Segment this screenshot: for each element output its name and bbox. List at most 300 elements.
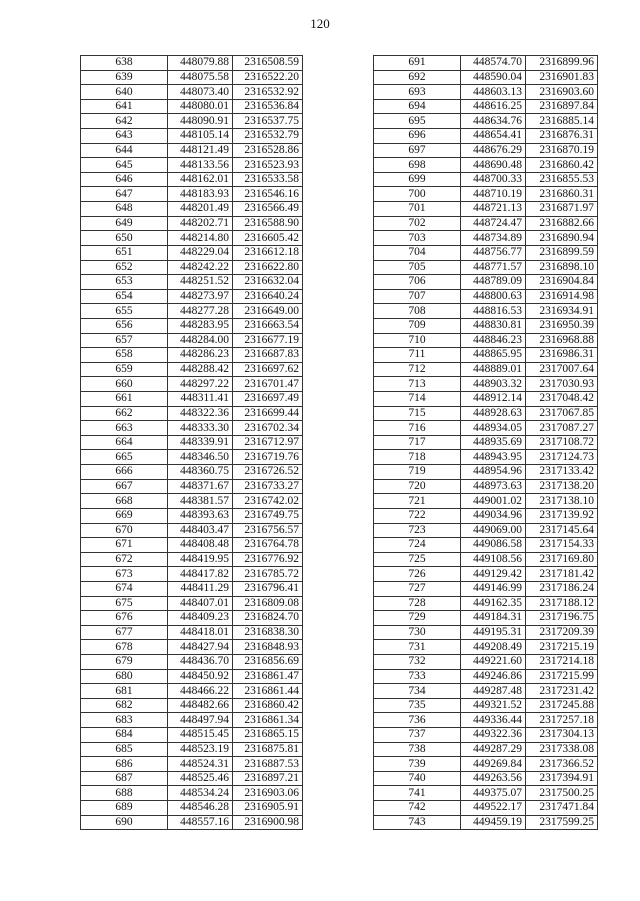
table-row (374, 56, 598, 71)
table-row (81, 567, 303, 582)
table-row (374, 494, 598, 509)
x-coordinate-cell: 449195.31 (461, 625, 526, 640)
point-number-cell: 652 (81, 260, 168, 275)
x-coordinate-cell: 448105.14 (168, 129, 233, 144)
table-row (374, 114, 598, 129)
x-coordinate-cell: 448771.57 (461, 260, 526, 275)
x-coordinate-cell: 448590.04 (461, 70, 526, 85)
x-coordinate-cell: 449522.17 (461, 801, 526, 816)
table-row (81, 435, 303, 450)
point-number-cell: 695 (374, 114, 461, 129)
x-coordinate-cell: 448288.42 (168, 362, 233, 377)
y-coordinate-cell: 2317471.84 (526, 801, 598, 816)
y-coordinate-cell: 2316533.58 (233, 172, 303, 187)
y-coordinate-cell: 2316622.80 (233, 260, 303, 275)
y-coordinate-cell: 2316865.15 (233, 728, 303, 743)
x-coordinate-cell: 448515.45 (168, 728, 233, 743)
point-number-cell: 655 (81, 304, 168, 319)
y-coordinate-cell: 2316890.94 (526, 231, 598, 246)
x-coordinate-cell: 448546.28 (168, 801, 233, 816)
y-coordinate-cell: 2316950.39 (526, 318, 598, 333)
table-row (81, 129, 303, 144)
table-row (81, 392, 303, 407)
x-coordinate-cell: 448121.49 (168, 143, 233, 158)
y-coordinate-cell: 2316875.81 (233, 742, 303, 757)
point-number-cell: 657 (81, 333, 168, 348)
table-row (374, 172, 598, 187)
point-number-cell: 734 (374, 684, 461, 699)
point-number-cell: 672 (81, 552, 168, 567)
y-coordinate-cell: 2317048.42 (526, 392, 598, 407)
table-row (374, 581, 598, 596)
x-coordinate-cell: 449322.36 (461, 728, 526, 743)
point-number-cell: 659 (81, 362, 168, 377)
table-row (81, 786, 303, 801)
table-row (374, 304, 598, 319)
y-coordinate-cell: 2316809.08 (233, 596, 303, 611)
point-number-cell: 673 (81, 567, 168, 582)
x-coordinate-cell: 448721.13 (461, 202, 526, 217)
point-number-cell: 718 (374, 450, 461, 465)
y-coordinate-cell: 2317087.27 (526, 421, 598, 436)
table-row (81, 669, 303, 684)
point-number-cell: 674 (81, 581, 168, 596)
point-number-cell: 645 (81, 158, 168, 173)
x-coordinate-cell: 448830.81 (461, 318, 526, 333)
table-row (374, 260, 598, 275)
point-number-cell: 702 (374, 216, 461, 231)
point-number-cell: 721 (374, 494, 461, 509)
point-number-cell: 681 (81, 684, 168, 699)
point-number-cell: 670 (81, 523, 168, 538)
point-number-cell: 723 (374, 523, 461, 538)
table-row (374, 479, 598, 494)
y-coordinate-cell: 2317139.92 (526, 508, 598, 523)
x-coordinate-cell: 448816.53 (461, 304, 526, 319)
table-row (81, 523, 303, 538)
y-coordinate-cell: 2316640.24 (233, 289, 303, 304)
y-coordinate-cell: 2316861.34 (233, 713, 303, 728)
y-coordinate-cell: 2317030.93 (526, 377, 598, 392)
coordinates-table-right (373, 55, 598, 830)
table-row (374, 625, 598, 640)
x-coordinate-cell: 448482.66 (168, 698, 233, 713)
x-coordinate-cell: 448162.01 (168, 172, 233, 187)
coordinates-table-left (80, 55, 303, 830)
table-row (81, 611, 303, 626)
table-row (81, 99, 303, 114)
x-coordinate-cell: 448603.13 (461, 85, 526, 100)
point-number-cell: 706 (374, 275, 461, 290)
x-coordinate-cell: 448756.77 (461, 245, 526, 260)
y-coordinate-cell: 2316697.62 (233, 362, 303, 377)
point-number-cell: 677 (81, 625, 168, 640)
point-number-cell: 688 (81, 786, 168, 801)
table-row (81, 815, 303, 830)
table-row (81, 684, 303, 699)
x-coordinate-cell: 448889.01 (461, 362, 526, 377)
y-coordinate-cell: 2317138.20 (526, 479, 598, 494)
point-number-cell: 692 (374, 70, 461, 85)
table-row (81, 275, 303, 290)
point-number-cell: 678 (81, 640, 168, 655)
y-coordinate-cell: 2316612.18 (233, 245, 303, 260)
y-coordinate-cell: 2317067.85 (526, 406, 598, 421)
y-coordinate-cell: 2316934.91 (526, 304, 598, 319)
table-row (81, 114, 303, 129)
x-coordinate-cell: 449336.44 (461, 713, 526, 728)
point-number-cell: 644 (81, 143, 168, 158)
point-number-cell: 737 (374, 728, 461, 743)
y-coordinate-cell: 2317209.39 (526, 625, 598, 640)
y-coordinate-cell: 2316756.57 (233, 523, 303, 538)
point-number-cell: 722 (374, 508, 461, 523)
table-row (81, 260, 303, 275)
y-coordinate-cell: 2316856.69 (233, 654, 303, 669)
table-row (374, 684, 598, 699)
x-coordinate-cell: 448710.19 (461, 187, 526, 202)
table-row (81, 538, 303, 553)
x-coordinate-cell: 448903.32 (461, 377, 526, 392)
y-coordinate-cell: 2316848.93 (233, 640, 303, 655)
y-coordinate-cell: 2317196.75 (526, 611, 598, 626)
point-number-cell: 639 (81, 70, 168, 85)
y-coordinate-cell: 2316776.92 (233, 552, 303, 567)
y-coordinate-cell: 2316903.06 (233, 786, 303, 801)
point-number-cell: 701 (374, 202, 461, 217)
point-number-cell: 665 (81, 450, 168, 465)
x-coordinate-cell: 448419.95 (168, 552, 233, 567)
x-coordinate-cell: 448346.50 (168, 450, 233, 465)
table-row (374, 815, 598, 830)
point-number-cell: 711 (374, 348, 461, 363)
table-row (81, 406, 303, 421)
point-number-cell: 740 (374, 771, 461, 786)
x-coordinate-cell: 448273.97 (168, 289, 233, 304)
point-number-cell: 736 (374, 713, 461, 728)
x-coordinate-cell: 449086.58 (461, 538, 526, 553)
x-coordinate-cell: 449375.07 (461, 786, 526, 801)
table-row (81, 654, 303, 669)
point-number-cell: 680 (81, 669, 168, 684)
x-coordinate-cell: 448690.48 (461, 158, 526, 173)
table-row (374, 85, 598, 100)
x-coordinate-cell: 449208.49 (461, 640, 526, 655)
y-coordinate-cell: 2316885.14 (526, 114, 598, 129)
point-number-cell: 654 (81, 289, 168, 304)
x-coordinate-cell: 448943.95 (461, 450, 526, 465)
y-coordinate-cell: 2316860.42 (233, 698, 303, 713)
table-row (374, 231, 598, 246)
x-coordinate-cell: 448339.91 (168, 435, 233, 450)
table-row (81, 172, 303, 187)
x-coordinate-cell: 448865.95 (461, 348, 526, 363)
table-row (374, 508, 598, 523)
y-coordinate-cell: 2316861.44 (233, 684, 303, 699)
x-coordinate-cell: 449001.02 (461, 494, 526, 509)
table-row (374, 523, 598, 538)
point-number-cell: 732 (374, 654, 461, 669)
point-number-cell: 693 (374, 85, 461, 100)
point-number-cell: 666 (81, 465, 168, 480)
y-coordinate-cell: 2317188.12 (526, 596, 598, 611)
point-number-cell: 699 (374, 172, 461, 187)
y-coordinate-cell: 2316903.60 (526, 85, 598, 100)
y-coordinate-cell: 2317257.18 (526, 713, 598, 728)
table-row (81, 143, 303, 158)
table-row (81, 348, 303, 363)
y-coordinate-cell: 2316861.47 (233, 669, 303, 684)
table-row (374, 333, 598, 348)
table-row (374, 786, 598, 801)
point-number-cell: 675 (81, 596, 168, 611)
point-number-cell: 735 (374, 698, 461, 713)
y-coordinate-cell: 2316697.49 (233, 392, 303, 407)
x-coordinate-cell: 448466.22 (168, 684, 233, 699)
table-row (374, 567, 598, 582)
x-coordinate-cell: 449287.48 (461, 684, 526, 699)
x-coordinate-cell: 448283.95 (168, 318, 233, 333)
y-coordinate-cell: 2316904.84 (526, 275, 598, 290)
x-coordinate-cell: 448616.25 (461, 99, 526, 114)
table-row (374, 289, 598, 304)
y-coordinate-cell: 2316699.44 (233, 406, 303, 421)
point-number-cell: 686 (81, 757, 168, 772)
x-coordinate-cell: 448524.31 (168, 757, 233, 772)
table-row (374, 801, 598, 816)
y-coordinate-cell: 2316687.83 (233, 348, 303, 363)
x-coordinate-cell: 448229.04 (168, 245, 233, 260)
x-coordinate-cell: 448408.48 (168, 538, 233, 553)
point-number-cell: 717 (374, 435, 461, 450)
y-coordinate-cell: 2316764.78 (233, 538, 303, 553)
table-row (374, 392, 598, 407)
point-number-cell: 667 (81, 479, 168, 494)
y-coordinate-cell: 2316860.42 (526, 158, 598, 173)
table-row (81, 70, 303, 85)
table-row (81, 465, 303, 480)
point-number-cell: 679 (81, 654, 168, 669)
x-coordinate-cell: 448525.46 (168, 771, 233, 786)
point-number-cell: 709 (374, 318, 461, 333)
table-row (374, 99, 598, 114)
x-coordinate-cell: 448734.89 (461, 231, 526, 246)
table-row (374, 318, 598, 333)
point-number-cell: 661 (81, 392, 168, 407)
point-number-cell: 691 (374, 56, 461, 71)
x-coordinate-cell: 448912.14 (461, 392, 526, 407)
y-coordinate-cell: 2316870.19 (526, 143, 598, 158)
table-row (81, 508, 303, 523)
point-number-cell: 742 (374, 801, 461, 816)
table-row (374, 596, 598, 611)
table-row (81, 216, 303, 231)
y-coordinate-cell: 2316508.59 (233, 56, 303, 71)
x-coordinate-cell: 448407.01 (168, 596, 233, 611)
x-coordinate-cell: 448073.40 (168, 85, 233, 100)
table-row (81, 318, 303, 333)
point-number-cell: 662 (81, 406, 168, 421)
table-row (81, 713, 303, 728)
x-coordinate-cell: 448202.71 (168, 216, 233, 231)
y-coordinate-cell: 2317338.08 (526, 742, 598, 757)
x-coordinate-cell: 448183.93 (168, 187, 233, 202)
y-coordinate-cell: 2316899.96 (526, 56, 598, 71)
point-number-cell: 725 (374, 552, 461, 567)
x-coordinate-cell: 448973.63 (461, 479, 526, 494)
y-coordinate-cell: 2317124.73 (526, 450, 598, 465)
x-coordinate-cell: 448846.23 (461, 333, 526, 348)
y-coordinate-cell: 2317169.80 (526, 552, 598, 567)
y-coordinate-cell: 2316537.75 (233, 114, 303, 129)
point-number-cell: 719 (374, 465, 461, 480)
y-coordinate-cell: 2316898.10 (526, 260, 598, 275)
y-coordinate-cell: 2316899.59 (526, 245, 598, 260)
point-number-cell: 660 (81, 377, 168, 392)
table-row (81, 625, 303, 640)
table-row (374, 640, 598, 655)
point-number-cell: 705 (374, 260, 461, 275)
x-coordinate-cell: 448497.94 (168, 713, 233, 728)
table-row (81, 494, 303, 509)
x-coordinate-cell: 448079.88 (168, 56, 233, 71)
point-number-cell: 733 (374, 669, 461, 684)
point-number-cell: 698 (374, 158, 461, 173)
point-number-cell: 642 (81, 114, 168, 129)
x-coordinate-cell: 449162.35 (461, 596, 526, 611)
point-number-cell: 714 (374, 392, 461, 407)
table-row (374, 245, 598, 260)
y-coordinate-cell: 2317007.64 (526, 362, 598, 377)
point-number-cell: 727 (374, 581, 461, 596)
point-number-cell: 738 (374, 742, 461, 757)
point-number-cell: 715 (374, 406, 461, 421)
point-number-cell: 647 (81, 187, 168, 202)
y-coordinate-cell: 2316546.16 (233, 187, 303, 202)
table-row (374, 465, 598, 480)
y-coordinate-cell: 2317245.88 (526, 698, 598, 713)
y-coordinate-cell: 2316588.90 (233, 216, 303, 231)
table-row (81, 552, 303, 567)
point-number-cell: 689 (81, 801, 168, 816)
point-number-cell: 703 (374, 231, 461, 246)
y-coordinate-cell: 2316649.00 (233, 304, 303, 319)
table-row (81, 421, 303, 436)
x-coordinate-cell: 449146.99 (461, 581, 526, 596)
table-row (374, 362, 598, 377)
table-row (81, 479, 303, 494)
y-coordinate-cell: 2316749.75 (233, 508, 303, 523)
y-coordinate-cell: 2316901.83 (526, 70, 598, 85)
y-coordinate-cell: 2316905.91 (233, 801, 303, 816)
y-coordinate-cell: 2316742.02 (233, 494, 303, 509)
x-coordinate-cell: 448574.70 (461, 56, 526, 71)
y-coordinate-cell: 2317138.10 (526, 494, 598, 509)
table-row (81, 596, 303, 611)
x-coordinate-cell: 449034.96 (461, 508, 526, 523)
y-coordinate-cell: 2316796.41 (233, 581, 303, 596)
x-coordinate-cell: 448534.24 (168, 786, 233, 801)
x-coordinate-cell: 449263.56 (461, 771, 526, 786)
x-coordinate-cell: 449459.19 (461, 815, 526, 830)
y-coordinate-cell: 2317231.42 (526, 684, 598, 699)
y-coordinate-cell: 2316532.79 (233, 129, 303, 144)
x-coordinate-cell: 448634.76 (461, 114, 526, 129)
table-row (374, 771, 598, 786)
table-row (374, 129, 598, 144)
x-coordinate-cell: 448080.01 (168, 99, 233, 114)
x-coordinate-cell: 448409.23 (168, 611, 233, 626)
point-number-cell: 707 (374, 289, 461, 304)
x-coordinate-cell: 448427.94 (168, 640, 233, 655)
point-number-cell: 650 (81, 231, 168, 246)
point-number-cell: 683 (81, 713, 168, 728)
y-coordinate-cell: 2317599.25 (526, 815, 598, 830)
point-number-cell: 638 (81, 56, 168, 71)
table-row (374, 757, 598, 772)
y-coordinate-cell: 2316532.92 (233, 85, 303, 100)
y-coordinate-cell: 2316887.53 (233, 757, 303, 772)
y-coordinate-cell: 2316860.31 (526, 187, 598, 202)
page-number: 120 (310, 16, 330, 31)
y-coordinate-cell: 2317500.25 (526, 786, 598, 801)
x-coordinate-cell: 448251.52 (168, 275, 233, 290)
table-row (81, 158, 303, 173)
point-number-cell: 728 (374, 596, 461, 611)
point-number-cell: 743 (374, 815, 461, 830)
table-row (374, 406, 598, 421)
x-coordinate-cell: 448284.00 (168, 333, 233, 348)
y-coordinate-cell: 2316632.04 (233, 275, 303, 290)
x-coordinate-cell: 448436.70 (168, 654, 233, 669)
x-coordinate-cell: 448360.75 (168, 465, 233, 480)
y-coordinate-cell: 2317145.64 (526, 523, 598, 538)
table-row (81, 245, 303, 260)
point-number-cell: 656 (81, 318, 168, 333)
point-number-cell: 685 (81, 742, 168, 757)
y-coordinate-cell: 2316663.54 (233, 318, 303, 333)
point-number-cell: 716 (374, 421, 461, 436)
table-row (81, 640, 303, 655)
x-coordinate-cell: 448800.63 (461, 289, 526, 304)
x-coordinate-cell: 449287.29 (461, 742, 526, 757)
table-row (374, 70, 598, 85)
point-number-cell: 640 (81, 85, 168, 100)
table-row (374, 698, 598, 713)
table-row (374, 728, 598, 743)
point-number-cell: 641 (81, 99, 168, 114)
point-number-cell: 720 (374, 479, 461, 494)
table-row (374, 611, 598, 626)
x-coordinate-cell: 448201.49 (168, 202, 233, 217)
point-number-cell: 730 (374, 625, 461, 640)
table-row (374, 377, 598, 392)
point-number-cell: 651 (81, 245, 168, 260)
table-row (81, 362, 303, 377)
x-coordinate-cell: 448954.96 (461, 465, 526, 480)
point-number-cell: 724 (374, 538, 461, 553)
table-row (81, 771, 303, 786)
table-row (81, 231, 303, 246)
table-row (374, 552, 598, 567)
table-row (81, 187, 303, 202)
x-coordinate-cell: 448214.80 (168, 231, 233, 246)
table-row (374, 742, 598, 757)
point-number-cell: 712 (374, 362, 461, 377)
y-coordinate-cell: 2317214.18 (526, 654, 598, 669)
table-row (81, 742, 303, 757)
point-number-cell: 713 (374, 377, 461, 392)
